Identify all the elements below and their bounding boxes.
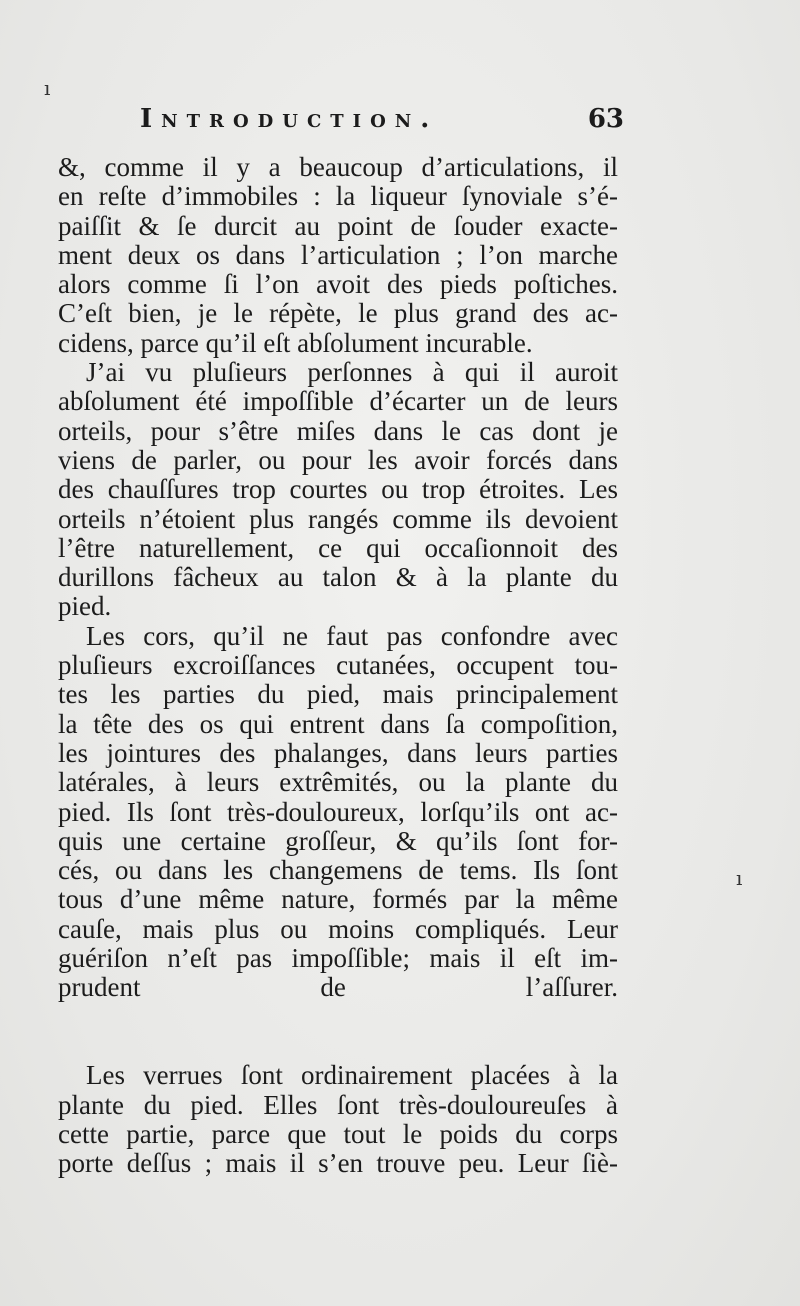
text-line: tous d’une même nature, formés par la même [58, 884, 618, 915]
text-line: cauſe, mais plus ou moins compliqués. Leur [58, 913, 618, 944]
text-line: C’eſt bien, je le répète, le plus grand des ac- [58, 298, 618, 329]
text-line: tes les parties du pied, mais principalement [58, 679, 618, 710]
text-line: cidens, parce qu’il eſt abſolument incurable. [58, 327, 533, 358]
margin-mark: ı [736, 866, 743, 890]
text-line: &, comme il y a beaucoup d’articulations, il [58, 152, 618, 182]
text-line: Les cors, qu’il ne faut pas confondre avec [86, 620, 618, 651]
text-line: des chauſſures trop courtes ou trop étroites. Les [58, 474, 618, 505]
text-line: durillons fâcheux au talon & à la plante du [58, 562, 618, 593]
text-line: J’ai vu pluſieurs perſonnes à qui il auroit [86, 357, 618, 388]
paragraph [58, 622, 618, 1061]
text-line: paiſſit & ſe durcit au point de ſouder exacte- [58, 210, 618, 241]
text-line: l’être naturellement, ce qui occaſionnoit des [58, 532, 618, 563]
paragraph [58, 1061, 618, 1178]
paragraph [58, 153, 618, 358]
text-line: porte deſſus ; mais il s’en trouve peu. Leur ſiè- [58, 1148, 618, 1179]
text-line: pluſieurs excroiſſances cutanées, occupent tou- [58, 650, 618, 681]
paragraph [58, 358, 618, 622]
page-header [140, 104, 624, 144]
text-line: guériſon n’eſt pas impoſſible; mais il eſt im- [58, 943, 618, 974]
text-line: la tête des os qui entrent dans ſa compoſition, [58, 708, 618, 739]
text-line: cés, ou dans les changemens de tems. Ils ſont [58, 855, 618, 886]
text-line: quis une certaine groſſeur, & qu’ils ſont for- [58, 825, 618, 856]
text-line: en reſte d’immobiles : la liqueur ſynoviale s’é- [58, 181, 618, 212]
text-line: Les verrues ſont ordinairement placées à la [86, 1060, 618, 1091]
body-text [58, 153, 618, 1178]
text-line: prudent de l’aſſurer. [58, 972, 618, 1003]
text-line: orteils n’étoient plus rangés comme ils devoient [58, 503, 618, 534]
text-line: alors comme ſi l’on avoit des pieds poſtiches. [58, 269, 618, 300]
text-line: pied. [58, 591, 112, 622]
running-title: Introduction. [140, 104, 439, 134]
text-line: latérales, à leurs extrêmités, ou la plante du [58, 767, 618, 798]
text-line: orteils, pour s’être miſes dans le cas dont je [58, 415, 618, 446]
text-line: ment deux os dans l’articulation ; l’on marche [58, 239, 618, 270]
text-line: viens de parler, ou pour les avoir forcés dans [58, 444, 618, 475]
text-line: plante du pied. Elles ſont très-douloureuſes à [58, 1089, 618, 1120]
text-line: abſolument été impoſſible d’écarter un de leurs [58, 386, 618, 417]
text-line: les jointures des phalanges, dans leurs parties [58, 737, 618, 768]
margin-mark: ı [44, 76, 51, 100]
text-line: cette partie, parce que tout le poids du corps [58, 1118, 618, 1149]
text-line: pied. Ils ſont très-douloureux, lorſqu’ils ont ac- [58, 796, 618, 827]
text-line [58, 1032, 618, 1061]
page-number: 63 [587, 104, 624, 134]
text-line [58, 1003, 618, 1032]
